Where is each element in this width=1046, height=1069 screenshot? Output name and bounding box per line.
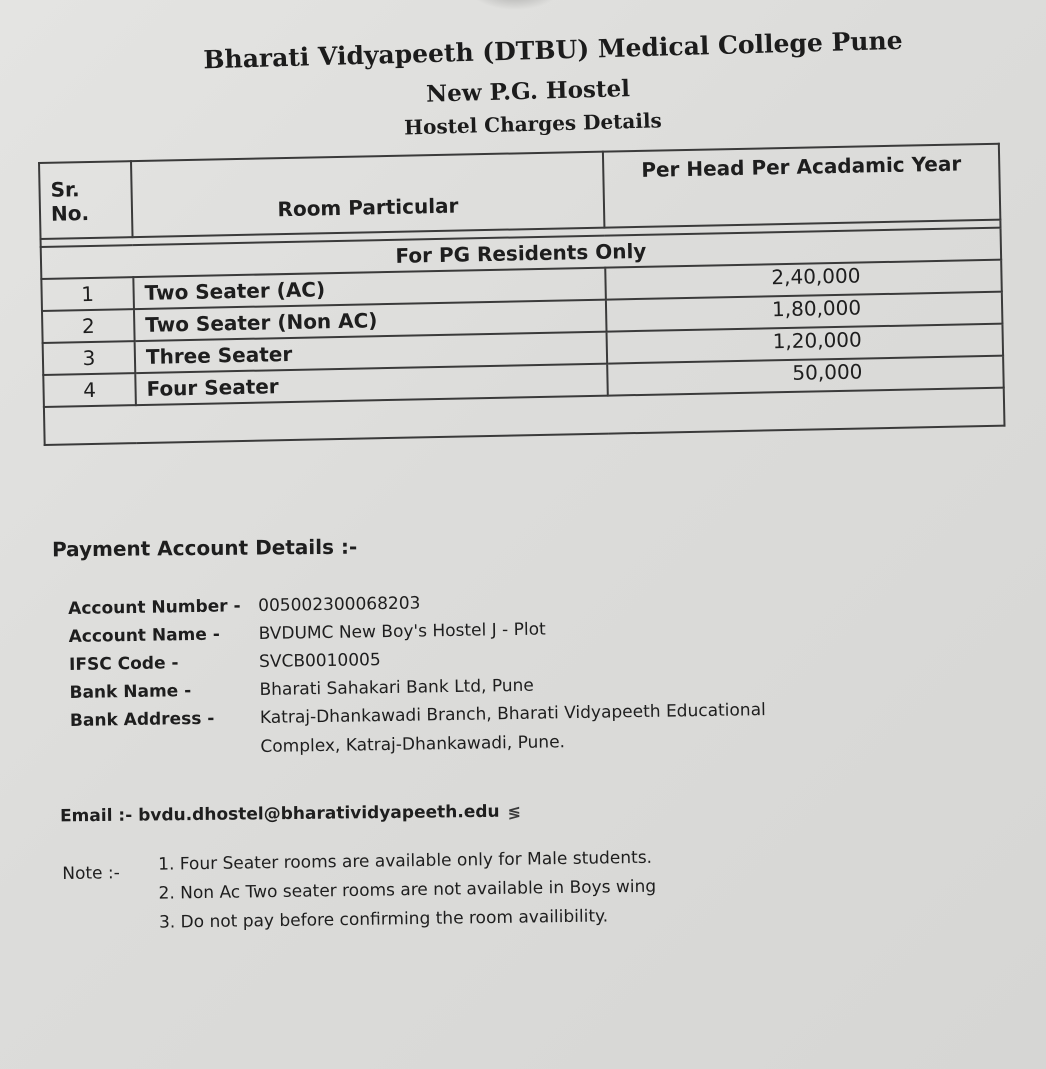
field-label: Bank Address - [69,708,215,731]
bank-name-value: Bharati Sahakari Bank Ltd, Pune [259,675,534,701]
column-header-sr-no: Sr. No. [39,161,133,239]
email-text: Email :- bvdu.dhostel@bharatividyapeeth.edu [59,801,500,827]
sr-no-cell: 3 [43,341,136,375]
notes-label: Note :- [62,863,120,884]
room-cell: Four Seater [135,364,608,405]
sr-no-cell: 4 [43,373,136,407]
ifsc-code-value: SVCB0010005 [258,650,381,673]
room-cell: Two Seater (Non AC) [134,300,607,341]
charges-table-wrapper [38,143,1006,446]
column-header-charges: Per Head Per Acadamic Year [603,144,1000,228]
account-number-value: 005002300068203 [258,593,421,617]
field-label: IFSC Code - [68,653,179,675]
list-item: 2. Non Ac Two seater rooms are not available in Boys wing [158,876,657,904]
amount-cell: 2,40,000 [605,260,1002,300]
account-details [68,583,821,765]
amount-cell: 50,000 [607,356,1004,396]
room-cell: Two Seater (AC) [133,268,606,309]
sr-no-cell: 2 [42,309,135,343]
sr-no-cell: 1 [41,277,134,311]
email-line [60,802,521,827]
notes-section [62,844,657,939]
list-item: 1. Four Seater rooms are available only for Male students. [158,847,653,875]
bank-address-value: Katraj-Dhankawadi Branch, Bharati Vidyapeeth Educational [259,700,766,728]
section-title: Hostel Charges Details [403,108,663,140]
column-header-room-particular: Room Particular [131,152,604,237]
room-cell: Three Seater [135,332,608,373]
list-item: 3. Do not pay before confirming the room availibility. [158,906,609,933]
college-title: Bharati Vidyapeeth (DTBU) Medical College Pune [203,25,903,75]
payment-section-title: Payment Account Details :- [51,534,358,562]
group-label: For PG Residents Only [41,228,1001,279]
amount-cell: 1,20,000 [607,324,1004,364]
hostel-name: New P.G. Hostel [425,75,631,108]
notes-list [62,844,657,939]
amount-cell: 1,80,000 [606,292,1003,332]
field-label: Account Name - [68,624,220,647]
field-label: Bank Name - [69,681,192,703]
field-label: Account Number - [68,596,241,619]
account-name-value: BVDUMC New Boy's Hostel J - Plot [258,619,546,645]
pen-scribble-icon: ≶ [507,802,522,822]
bank-address-continued: Complex, Katraj-Dhankawadi, Pune. [260,732,566,757]
charges-table [38,143,1006,446]
